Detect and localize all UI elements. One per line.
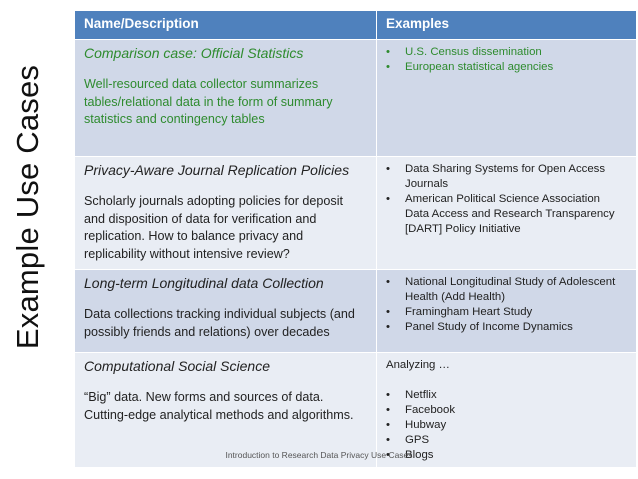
case-cell: [75, 157, 377, 270]
list-item: • U.S. Census dissemination: [386, 45, 627, 60]
slide-title-text: Example Use Cases: [10, 64, 46, 350]
slide-footer: Introduction to Research Data Privacy Use Cases: [225, 450, 413, 460]
case-description: Scholarly journals adopting policies for deposit and disposition of data for verification and replication. How to balance privacy and replicability without intensive review?: [84, 194, 344, 261]
list-item: • Hubway: [386, 418, 627, 433]
examples-list: [386, 162, 627, 237]
examples-intro: Analyzing …: [386, 359, 450, 371]
case-cell: [75, 270, 377, 353]
case-description: Data collections tracking individual subjects (and possibly friends and relations) over decades: [84, 307, 355, 339]
list-item: • European statistical agencies: [386, 60, 627, 75]
case-title: Long-term Longitudinal data Collection: [84, 275, 324, 291]
examples-cell: [377, 40, 637, 157]
case-title: Computational Social Science: [84, 358, 270, 374]
list-item: • Facebook: [386, 403, 627, 418]
list-item: • GPS: [386, 433, 627, 448]
case-cell: [75, 40, 377, 157]
table-header-row: [75, 11, 637, 40]
slide-title: [4, 37, 52, 377]
examples-list: [386, 45, 627, 75]
table-row: [75, 157, 637, 270]
list-item: • Data Sharing Systems for Open Access Journals: [386, 162, 627, 192]
examples-list: [386, 275, 627, 335]
header-name-description: Name/Description: [75, 11, 377, 40]
examples-cell: [377, 270, 637, 353]
case-description: “Big” data. New forms and sources of data. Cutting-edge analytical methods and algorithms.: [84, 390, 354, 422]
list-item: • Blogs: [386, 448, 627, 463]
case-title: Privacy-Aware Journal Replication Policies: [84, 162, 350, 178]
list-item: • Panel Study of Income Dynamics: [386, 320, 627, 335]
table-row: [75, 270, 637, 353]
list-item: • American Political Science Association Data Access and Research Transparency [DART] Policy Initiative: [386, 192, 627, 237]
examples-cell: [377, 157, 637, 270]
table-row: [75, 40, 637, 157]
list-item: • National Longitudinal Study of Adolescent Health (Add Health): [386, 275, 627, 305]
header-examples: Examples: [377, 11, 637, 40]
use-case-table: [74, 10, 637, 468]
case-description: Well-resourced data collector summarizes tables/relational data in the form of summary statistics and contingency tables: [84, 77, 333, 126]
case-title: Comparison case: Official Statistics: [84, 45, 304, 61]
list-item: • Framingham Heart Study: [386, 305, 627, 320]
list-item: • Netflix: [386, 388, 627, 403]
